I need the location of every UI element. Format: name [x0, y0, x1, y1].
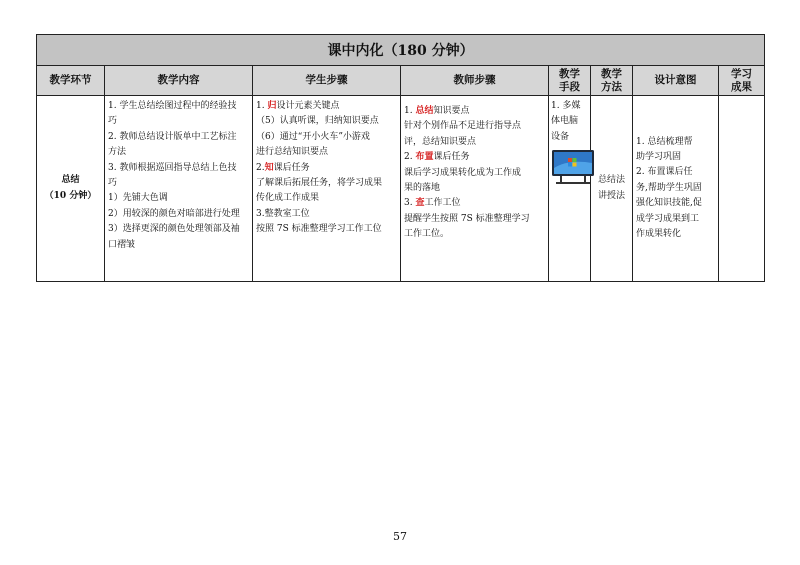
header-method: 教学 方法 — [591, 66, 633, 96]
teacher-line: 工作工位。 — [404, 229, 450, 240]
student-line: 3.整教室工位 — [256, 208, 310, 219]
student-line: 2.知课后任务 — [256, 162, 310, 173]
keyword-zongjie: 总结 — [415, 106, 434, 116]
header-content: 教学内容 — [105, 66, 253, 96]
teacher-line: 1. 总结知识要点 — [404, 106, 470, 116]
content-line: 2）用较深的颜色对暗部进行处理 — [108, 208, 240, 219]
header-outcome: 学习 成果 — [719, 66, 765, 96]
page-number: 57 — [393, 530, 407, 543]
student-line: 进行总结知识要点 — [256, 147, 329, 158]
content-line: 2. 教师总结设计版单中工艺标注 — [108, 131, 237, 142]
student-line: 1. 归设计元素关键点 — [256, 101, 340, 111]
content-line: 巧 — [108, 178, 118, 189]
keyword-cha: 查 — [415, 198, 425, 209]
student-line: （6）通过“开小火车”小游戏 — [256, 131, 370, 142]
outcome-cell — [719, 96, 765, 282]
content-line: 3. 教师根据巡回指导总结上色技 — [108, 162, 237, 173]
section-banner: 课中内化（180 分钟） — [37, 35, 765, 66]
teacher-line: 2. 布置课后任务 — [404, 152, 470, 163]
stage-cell: 总结 （10 分钟） — [37, 96, 105, 282]
means-cell: 1. 多媒 体电脑 设备 — [549, 96, 591, 282]
student-steps-cell — [253, 96, 401, 282]
student-line: 了解课后拓展任务，将学习成果 — [256, 178, 383, 189]
teacher-line: 3. 查工作工位 — [404, 198, 461, 209]
content-line: 方法 — [108, 147, 127, 158]
student-line: 传化成工作成果 — [256, 193, 320, 204]
intent-cell: 1. 总结梳理帮 助学习巩固 2. 布置课后任 务,帮助学生巩固 强化知识技能,促 成学习成果到工 作成果转化 — [633, 96, 719, 282]
content-line: 巧 — [108, 116, 118, 127]
keyword-buzhi: 布置 — [415, 152, 434, 163]
teacher-line: 评，总结知识要点 — [404, 136, 477, 147]
keyword-zhi: 知 — [264, 162, 274, 173]
teacher-line: 课后学习成果转化成为工作成 — [404, 167, 522, 178]
header-intent: 设计意图 — [633, 66, 719, 96]
interactive-display-icon — [551, 149, 595, 185]
content-cell — [105, 96, 253, 282]
content-line: 1. 学生总结绘图过程中的经验技 — [108, 101, 237, 111]
teacher-line: 提醒学生按照 7S 标准整理学习 — [404, 213, 530, 224]
header-teacher-steps: 教师步骤 — [401, 66, 549, 96]
content-line: 口褶皱 — [108, 239, 136, 250]
student-line: 按照 7S 标准整理学习工作工位 — [256, 224, 382, 235]
header-student-steps: 学生步骤 — [253, 66, 401, 96]
keyword-gui: 归 — [267, 101, 277, 111]
teacher-steps-cell — [401, 96, 549, 282]
method-cell: 总结法 讲授法 — [591, 96, 633, 282]
header-means: 教学 手段 — [549, 66, 591, 96]
teacher-line: 果的落地 — [404, 183, 441, 194]
content-line: 3）选择更深的颜色处理领部及袖 — [108, 224, 240, 235]
content-line: 1）先铺大色调 — [108, 193, 168, 204]
student-line: （5）认真听课，归纳知识要点 — [256, 116, 379, 127]
teacher-line: 针对个别作品不足进行指导点 — [404, 121, 522, 132]
lesson-plan-table — [36, 34, 765, 282]
header-stage: 教学环节 — [37, 66, 105, 96]
